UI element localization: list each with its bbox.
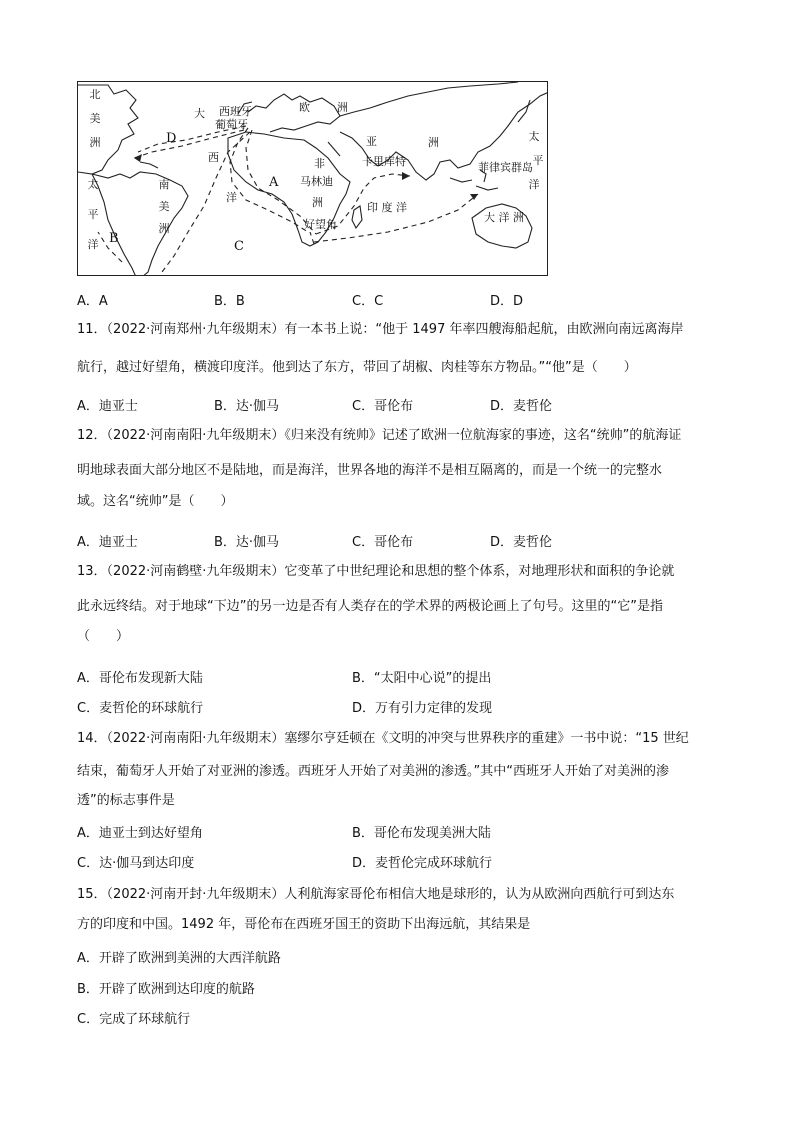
q15-stem-line-1: 15．（2022·河南开封·九年级期末）人利航海家哥伦布相信大地是球形的，认为从欧洲向西航行可到达东 <box>77 887 675 902</box>
label-malindi: 马林迪 <box>300 175 333 188</box>
label-atlantic-1: 大 <box>194 107 205 120</box>
label-spain: 西班牙 <box>219 105 252 118</box>
label-pacific-left-2: 平 <box>87 208 99 221</box>
q12-option-d[interactable]: D．麦哲伦 <box>490 535 553 550</box>
label-asia-2: 洲 <box>428 136 439 149</box>
q11-stem-line-1: 11．（2022·河南郑州·九年级期末）有一本书上说：“他于 1497 年率四艘海船起航，由欧洲向南远离海岸 <box>77 322 684 337</box>
route-label-c: C <box>234 239 244 254</box>
q14-stem-line-1: 14．（2022·河南南阳·九年级期末）塞缪尔亨廷顿在《文明的冲突与世界秩序的重建》一书中说：“15 世纪 <box>77 731 689 746</box>
q13-option-a[interactable]: A．哥伦布发现新大陆 <box>77 671 203 686</box>
q15-stem-line-2: 方的印度和中国。1492 年，哥伦布在西班牙国王的资助下出海远航，其结果是 <box>77 917 531 932</box>
q12-option-c[interactable]: C．哥伦布 <box>352 535 414 550</box>
q11-option-c[interactable]: C．哥伦布 <box>352 399 414 414</box>
q15-option-c[interactable]: C．完成了环球航行 <box>77 1012 191 1027</box>
q14-option-b[interactable]: B．哥伦布发现美洲大陆 <box>352 826 491 841</box>
q15-option-b[interactable]: B．开辟了欧洲到达印度的航路 <box>77 982 255 997</box>
label-asia-1: 亚 <box>366 135 377 148</box>
label-north-america-1: 北 <box>89 88 101 101</box>
q11-option-b[interactable]: B．达·伽马 <box>214 399 280 414</box>
q12-stem-line-1: 12．（2022·河南南阳·九年级期末）《归来没有统帅》记述了欧洲一位航海家的事迹，这名“统帅”的航海证 <box>77 428 682 443</box>
label-philippines: 菲律宾群岛 <box>478 161 533 174</box>
route-map <box>77 81 548 276</box>
label-oceania: 大 洋 洲 <box>484 211 524 224</box>
label-pacific-right-3: 洋 <box>528 178 540 191</box>
q10-option-a[interactable]: A．A <box>77 294 108 309</box>
q13-option-d[interactable]: D．万有引力定律的发现 <box>352 701 493 716</box>
route-label-a: A <box>269 175 279 190</box>
q12-option-a[interactable]: A．迪亚士 <box>77 535 138 550</box>
q14-stem-line-2: 结束，葡萄牙人开始了对亚洲的渗透。西班牙人开始了对美洲的渗透。”其中“西班牙人开始了对美洲的渗 <box>77 764 669 779</box>
label-africa-1: 非 <box>314 157 325 170</box>
label-north-america-2: 美 <box>89 112 101 125</box>
label-south-america-2: 美 <box>158 200 170 213</box>
q11-stem-line-2: 航行，越过好望角，横渡印度洋。他到达了东方，带回了胡椒、肉桂等东方物品。”“他”是（ ） <box>77 360 637 375</box>
q12-stem-line-2: 明地球表面大部分地区不是陆地，而是海洋，世界各地的海洋不是相互隔离的，而是一个统一的完整水 <box>77 463 663 478</box>
label-indian-ocean: 印 度 洋 <box>367 201 407 214</box>
label-pacific-left-3: 洋 <box>87 238 99 251</box>
label-cape: 好望角 <box>304 218 337 231</box>
q13-stem-line-3: （ ） <box>77 629 130 644</box>
q13-stem-line-2: 此永远终结。对于地球“下边”的另一边是否有人类存在的学术界的两极论画上了句号。这里的“它”是指 <box>77 599 663 614</box>
label-south-america-1: 南 <box>158 178 170 191</box>
label-pacific-left-1: 太 <box>87 178 99 191</box>
q14-option-c[interactable]: C．达·伽马到达印度 <box>77 856 195 871</box>
label-europe-2: 洲 <box>337 101 348 114</box>
label-atlantic-3: 洋 <box>226 191 237 204</box>
label-atlantic-2: 西 <box>208 151 219 164</box>
route-label-b: B <box>109 231 119 246</box>
label-pacific-right-2: 平 <box>532 154 544 167</box>
q10-option-b[interactable]: B．B <box>214 294 245 309</box>
q12-stem-line-3: 域。这名“统帅”是（ ） <box>77 494 234 509</box>
label-south-america-3: 洲 <box>158 222 170 235</box>
q14-option-d[interactable]: D．麦哲伦完成环球航行 <box>352 856 493 871</box>
label-africa-2: 洲 <box>312 196 323 209</box>
q13-option-c[interactable]: C．麦哲伦的环球航行 <box>77 701 204 716</box>
q12-option-b[interactable]: B．达·伽马 <box>214 535 280 550</box>
q11-option-d[interactable]: D．麦哲伦 <box>490 399 553 414</box>
q11-option-a[interactable]: A．迪亚士 <box>77 399 138 414</box>
q13-option-b[interactable]: B．“太阳中心说”的提出 <box>352 671 492 686</box>
q10-option-c[interactable]: C．C <box>352 294 384 309</box>
q14-option-a[interactable]: A．迪亚士到达好望角 <box>77 826 203 841</box>
q13-stem-line-1: 13．（2022·河南鹤壁·九年级期末）它变革了中世纪理论和思想的整个体系，对地理形状和面积的争论就 <box>77 564 675 579</box>
label-europe-1: 欧 <box>299 101 310 114</box>
q14-stem-line-3: 透”的标志事件是 <box>77 793 175 808</box>
q10-option-d[interactable]: D．D <box>490 294 524 309</box>
label-pacific-right-1: 太 <box>528 130 540 143</box>
label-calicut: 卡里库特 <box>362 155 406 168</box>
route-label-d: D <box>166 131 177 146</box>
q15-option-a[interactable]: A．开辟了欧洲到美洲的大西洋航路 <box>77 951 281 966</box>
label-north-america-3: 洲 <box>89 136 101 149</box>
label-portugal: 葡萄牙 <box>215 118 248 131</box>
